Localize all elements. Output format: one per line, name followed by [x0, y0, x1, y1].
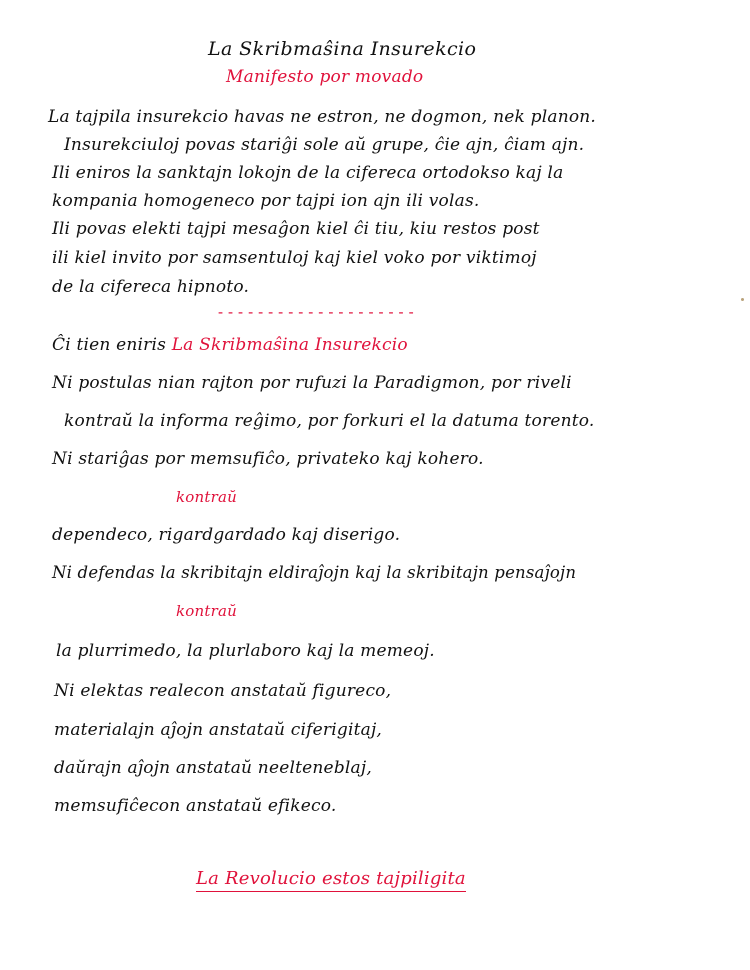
- intro-line-5: Ili povas elekti tajpi mesaĝon kiel ĉi tiu, kiu restos post: [52, 219, 540, 239]
- intro-line-2: Insurekciuloj povas stariĝi sole aŭ grupe, ĉie ajn, ĉiam ajn.: [64, 135, 585, 155]
- section-separator: --------------------: [216, 303, 417, 321]
- manifesto-title: La Skribmaŝina Insurekcio: [208, 38, 477, 60]
- choices-line-4: memsufiĉecon anstataŭ efikeco.: [54, 796, 337, 816]
- demands-line-2: kontraŭ la informa reĝimo, por forkuri el la datuma torento.: [64, 411, 595, 431]
- choices-line-2: materialajn aĵojn anstataŭ ciferigitaj,: [54, 720, 383, 740]
- line-defend: Ni defendas la skribitajn eldiraĵojn kaj la skribitajn pensaĵojn: [52, 563, 577, 582]
- contrast-word-2: kontraŭ: [176, 602, 237, 620]
- join-prefix: Ĉi tien eniris: [52, 335, 167, 355]
- choices-line-1: Ni elektas realecon anstataŭ figureco,: [54, 681, 392, 701]
- demands-line-3: Ni stariĝas por memsufiĉo, privateko kaj kohero.: [52, 449, 484, 469]
- intro-line-6: ili kiel invito por samsentuloj kaj kiel voko por viktimoj: [52, 248, 537, 268]
- demands-line-1: Ni postulas nian rajton por rufuzi la Paradigmon, por riveli: [52, 373, 572, 393]
- line-after-contrast-1: dependeco, rigardgardado kaj diserigo.: [52, 525, 401, 545]
- paper-speck: [741, 298, 744, 301]
- manifesto-subtitle: Manifesto por movado: [226, 67, 424, 87]
- line-after-contrast-2: la plurrimedo, la plurlaboro kaj la memeoj.: [56, 641, 435, 661]
- intro-line-7: de la cifereca hipnoto.: [52, 277, 250, 297]
- intro-line-1: La tajpila insurekcio havas ne estron, ne dogmon, nek planon.: [48, 107, 597, 127]
- choices-line-3: daŭrajn aĵojn anstataŭ neelteneblaj,: [54, 758, 372, 778]
- intro-line-4: kompania homogeneco por tajpi ion ajn ili volas.: [52, 191, 480, 211]
- join-highlight: La Skribmaŝina Insurekcio: [171, 335, 408, 355]
- join-line: [52, 334, 408, 356]
- contrast-word-1: kontraŭ: [176, 488, 237, 506]
- intro-line-3: Ili eniros la sanktajn lokojn de la cifereca ortodokso kaj la: [52, 163, 564, 183]
- closing-slogan: La Revolucio estos tajpiligita: [196, 868, 466, 892]
